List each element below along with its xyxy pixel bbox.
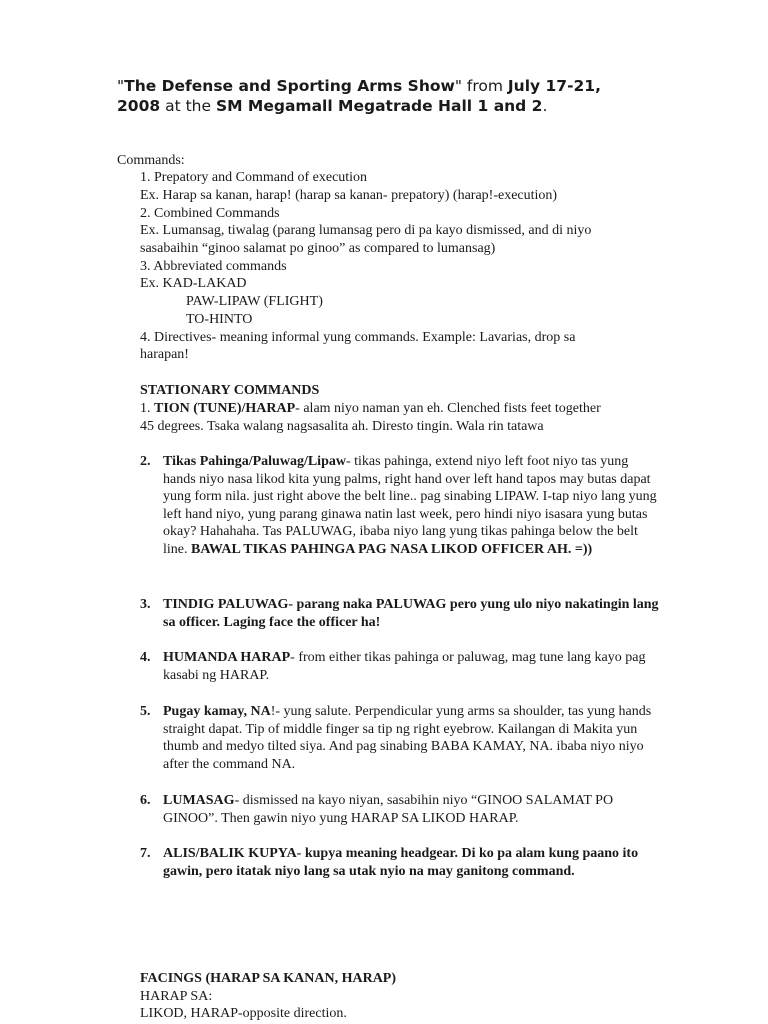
from-text: from [461,77,508,95]
item-number: 5. [140,704,151,719]
item-description: - from either tikas pahinga or paluwag, mag tune lang kayo pag kasabi ng HARAP. [163,650,646,683]
item-description: - tikas pahinga, extend niyo left foot niyo tas yung hands niyo nasa likod kita yung palms, right hand over left hand tapos may butas dapat yung form nila. just right above the belt line.. pag sinabing LIPAW. I-tap niyo lang yung left hand niyo, yung parang ginawa natin last week, pero hindi niyo isasara yung butas okay? Hahahaha. Tas PALUWAG, ibaba niyo lang yung tikas pahinga below the belt line. [163,454,657,557]
commands-line: harapan! [140,347,189,362]
commands-line: TO-HINTO [186,312,253,327]
item-command: HUMANDA HARAP [163,650,291,665]
event-year: 2008 [117,97,161,115]
facings-line: LIKOD, HARAP-opposite direction. [140,1006,347,1021]
quote-close: " [454,77,462,95]
item-command: LUMASAG [163,793,235,808]
stationary-heading: STATIONARY COMMANDS [140,383,320,398]
item-number: 6. [140,793,151,808]
commands-line: 4. Directives- meaning informal yung commands. Example: Lavarias, drop sa [140,330,576,345]
commands-heading: Commands: [117,153,185,168]
commands-line: Ex. Harap sa kanan, harap! (harap sa kanan- prepatory) (harap!-execution) [140,188,558,203]
stationary-item-1 [140,400,601,418]
stationary-item-4 [163,649,663,684]
item-command: Pugay kamay, NA [163,704,271,719]
item-description: !- yung salute. Perpendicular yung arms sa shoulder, tas yung hands straight dapat. Tip of middle finger sa tip ng right eyebrow. Kailangan di Makita yun thumb and medyo tilted siya. And pag sinabing BABA KAMAY, NA. ibaba niyo niyo after the command NA. [163,704,652,772]
item-description: - dismissed na kayo niyan, sasabihin niyo “GINOO SALAMAT PO GINOO”. Then gawin niyo yung HARAP SA LIKOD HARAP. [163,793,614,826]
headline-period: . [542,97,548,115]
item-command: TION (TUNE)/HARAP [154,401,296,416]
commands-line: sasabaihin “ginoo salamat po ginoo” as compared to lumansag) [140,241,496,256]
stationary-item-5 [163,703,663,773]
stationary-item-7: ALIS/BALIK KUPYA- kupya meaning headgear. Di ko pa alam kung paano ito gawin, pero itatak niyo lang sa utak nyio na may ganitong command. [163,846,639,879]
commands-line: 1. Prepatory and Command of execution [140,170,368,185]
item-warning: BAWAL TIKAS PAHINGA PAG NASA LIKOD OFFICER AH. =)) [191,541,593,557]
stationary-item-3: TINDIG PALUWAG- parang naka PALUWAG pero yung ulo niyo nakatingin lang sa officer. Laging face the officer ha! [163,597,659,630]
stationary-item-2 [163,453,663,559]
commands-line: Ex. KAD-LAKAD [140,276,247,291]
event-date: July 17-21, [507,77,601,95]
item-number: 4. [140,650,151,665]
event-headline [117,76,677,116]
item-number: 2. [140,454,151,469]
item-description: - alam niyo naman yan eh. Clenched fists feet together [295,401,601,416]
item-number: 7. [140,846,151,861]
at-text: at the [160,97,216,115]
facings-line: HARAP SA: [140,989,213,1004]
commands-line: 3. Abbreviated commands [140,259,287,274]
item-command: Tikas Pahinga/Paluwag/Lipaw [163,454,346,469]
commands-line: 2. Combined Commands [140,206,280,221]
event-venue: SM Megamall Megatrade Hall 1 and 2 [215,97,543,115]
event-name: The Defense and Sporting Arms Show [124,77,455,95]
stationary-item-1-cont: 45 degrees. Tsaka walang nagsasalita ah. Diresto tingin. Wala rin tatawa [140,419,544,434]
commands-line: Ex. Lumansag, tiwalag (parang lumansag pero di pa kayo dismissed, and di niyo [140,223,592,238]
facings-heading: FACINGS (HARAP SA KANAN, HARAP) [140,971,397,986]
item-number: 3. [140,597,151,612]
quote-open: " [117,77,125,95]
commands-line: PAW-LIPAW (FLIGHT) [186,294,323,309]
item-number: 1. [140,401,154,416]
stationary-item-6 [163,792,663,827]
